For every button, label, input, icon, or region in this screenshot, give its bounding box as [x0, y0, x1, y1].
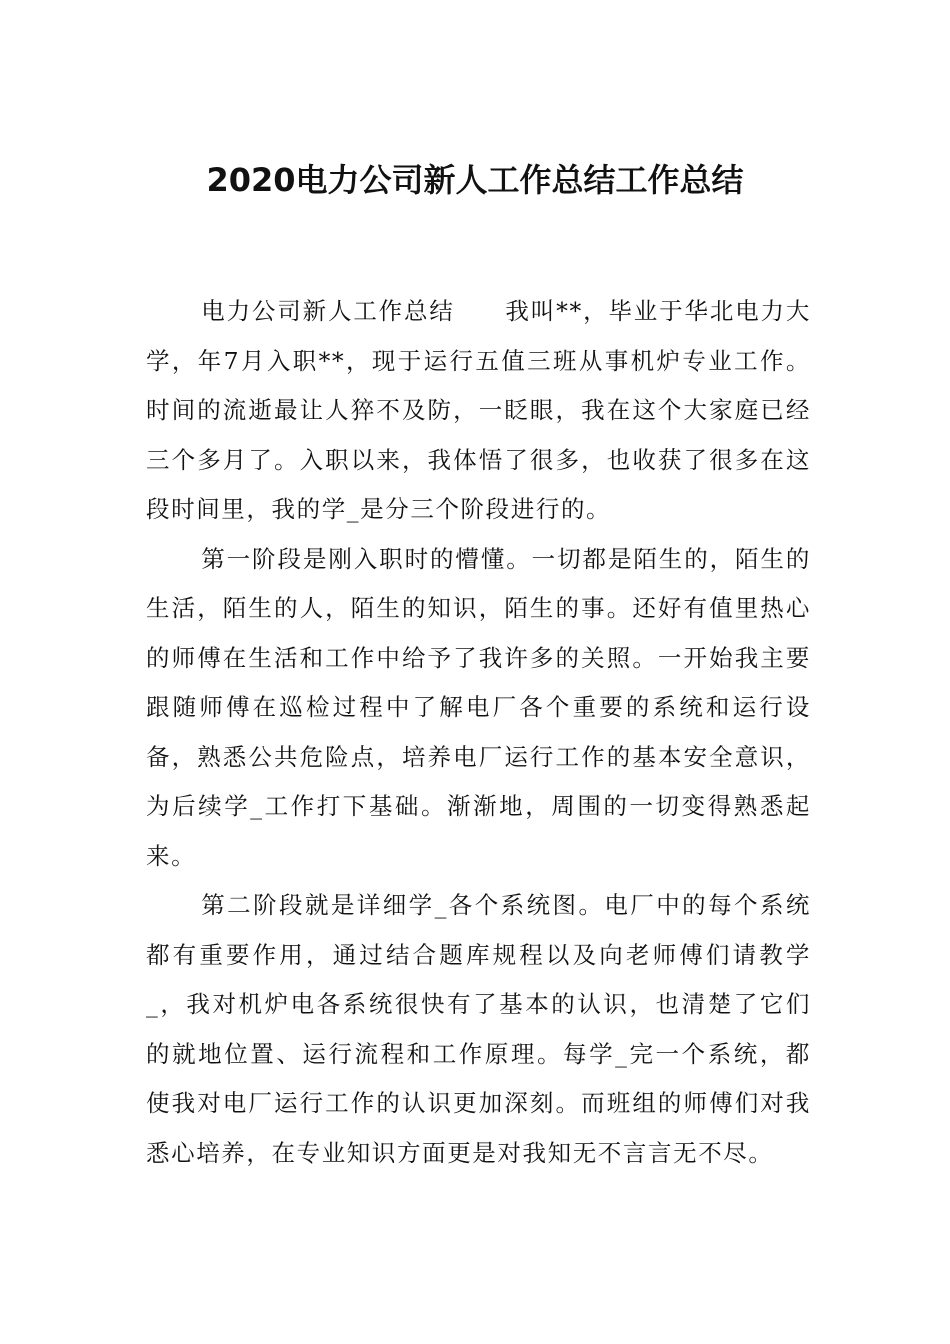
document-body: [146, 287, 811, 1178]
paragraph-stage-two: 第二阶段就是详细学_各个系统图。电厂中的每个系统都有重要作用，通过结合题库规程以及向老师傅们请教学_，我对机炉电各系统很快有了基本的认识，也清楚了它们的就地位置、运行流程和工作原理。每学_完一个系统，都使我对电厂运行工作的认识更加深刻。而班组的师傅们对我悉心培养，在专业知识方面更是对我知无不言言无不尽。: [146, 891, 811, 1167]
paragraph-intro: 电力公司新人工作总结 我叫**，毕业于华北电力大学，年7月入职**，现于运行五值三班从事机炉专业工作。时间的流逝最让人猝不及防，一眨眼，我在这个大家庭已经三个多月了。入职以来，我体悟了很多，也收获了很多在这段时间里，我的学_是分三个阶段进行的。: [146, 297, 811, 523]
paragraph-stage-one: 第一阶段是刚入职时的懵懂。一切都是陌生的，陌生的生活，陌生的人，陌生的知识，陌生的事。还好有值里热心的师傅在生活和工作中给予了我许多的关照。一开始我主要跟随师傅在巡检过程中了解电厂各个重要的系统和运行设备，熟悉公共危险点，培养电厂运行工作的基本安全意识，为后续学_工作打下基础。渐渐地，周围的一切变得熟悉起来。: [146, 544, 811, 870]
document-title: 2020电力公司新人工作总结工作总结: [206, 161, 744, 199]
